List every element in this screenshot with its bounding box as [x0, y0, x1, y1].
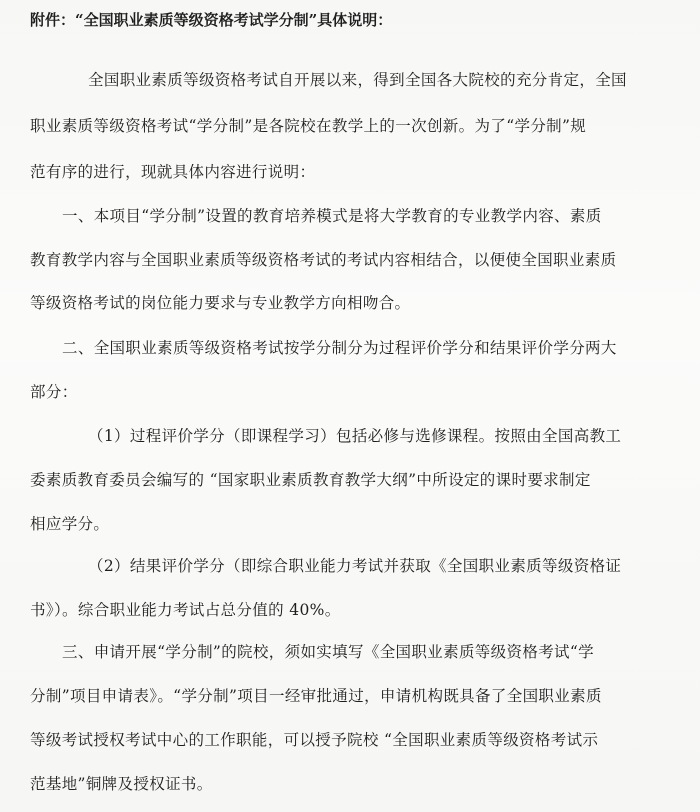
paragraph-line: 三、申请开展“学分制”的院校，须如实填写《全国职业素质等级资格考试“学 [62, 643, 595, 661]
paragraph-line: （2）结果评价学分（即综合职业能力考试并获取《全国职业素质等级资格证 [88, 557, 622, 575]
document-title: 附件：“全国职业素质等级资格考试学分制”具体说明： [30, 11, 393, 29]
paragraph-line: 二、全国职业素质等级资格考试按学分制分为过程评价学分和结果评价学分两大 [62, 339, 617, 357]
paragraph-line: 等级资格考试的岗位能力要求与专业教学方向相吻合。 [30, 294, 411, 312]
paragraph-line: 书》）。综合职业能力考试占总分值的 40%。 [30, 601, 341, 619]
paragraph-line: 委素质教育委员会编写的 “国家职业素质教育教学大纲”中所设定的课时要求制定 [30, 471, 591, 489]
paragraph-line: 职业素质等级资格考试“学分制”是各院校在教学上的一次创新。为了“学分制”规 [30, 117, 587, 135]
paragraph-line: 一、本项目“学分制”设置的教育培养模式是将大学教育的专业教学内容、素质 [62, 207, 602, 225]
paragraph-line: 等级考试授权考试中心的工作职能，可以授予院校 “全国职业素质等级资格考试示 [30, 731, 599, 749]
paragraph-line: 教育教学内容与全国职业素质等级资格考试的考试内容相结合，以便使全国职业素质 [30, 251, 617, 269]
paragraph-line: 相应学分。 [30, 515, 110, 533]
paragraph-line: 范有序的进行，现就具体内容进行说明： [30, 163, 316, 181]
paragraph-line: （1）过程评价学分（即课程学习）包括必修与选修课程。按照由全国高教工 [88, 427, 622, 445]
paragraph-line: 分制”项目申请表》。“学分制”项目一经审批通过，申请机构既具备了全国职业素质 [30, 687, 602, 705]
paragraph-line: 范基地”铜牌及授权证书。 [30, 775, 213, 793]
paragraph-line: 部分： [30, 383, 78, 401]
paragraph-line: 全国职业素质等级资格考试自开展以来，得到全国各大院校的充分肯定，全国 [88, 71, 627, 89]
